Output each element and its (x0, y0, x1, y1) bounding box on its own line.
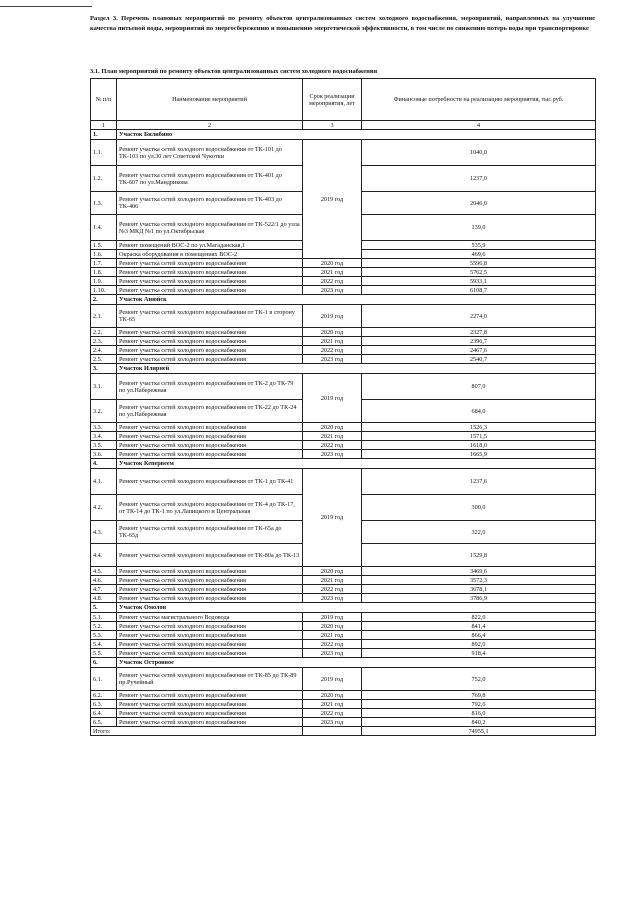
row-fin: 769,8 (362, 691, 596, 700)
row-fin: 1237,6 (362, 469, 596, 495)
row-fin: 3572,3 (362, 576, 596, 585)
section-title: Участок Илирней (117, 364, 596, 374)
row-name: Ремонт участка сетей холодного водоснабжения (117, 700, 303, 709)
row-name: Ремонт участка сетей холодного водоснабжения (117, 286, 303, 295)
row-period: 2023 год (303, 450, 362, 459)
row-name: Ремонт участка сетей холодного водоснабжения (117, 709, 303, 718)
row-name: Ремонт участка сетей холодного водоснабжения (117, 450, 303, 459)
row-name: Ремонт участка сетей холодного водоснабжения от ТК-22 до ТК-24 по ул.Набережная (117, 400, 303, 423)
row-number: 5.4. (91, 640, 117, 649)
row-name: Ремонт помещений ВОС-2 по ул.Магаданская,1 (117, 241, 303, 250)
row-name: Ремонт участка сетей холодного водоснабжения (117, 268, 303, 277)
row-fin: 300,0 (362, 495, 596, 521)
total-period (303, 727, 362, 736)
section-title: Участок Кепервеем (117, 459, 596, 469)
row-number: 4.8. (91, 594, 117, 603)
row-period: 2023 год (303, 649, 362, 658)
table-row (91, 374, 596, 400)
row-number: 3.4. (91, 432, 117, 441)
row-number: 4.1. (91, 469, 117, 495)
row-name: Ремонт участка сетей холодного водоснабжения от ТК-403 до ТК-406 (117, 192, 303, 215)
section-number: 2. (91, 295, 117, 305)
row-period: 2019 год (303, 613, 362, 622)
row-name: Ремонт участка сетей холодного водоснабжения (117, 622, 303, 631)
row-name: Ремонт участка сетей холодного водоснабжения (117, 277, 303, 286)
row-name: Ремонт участка сетей холодного водоснабжения (117, 432, 303, 441)
col-number: 3 (303, 121, 362, 130)
table-row (91, 718, 596, 727)
row-fin: 816,0 (362, 709, 596, 718)
row-name: Ремонт участка сетей холодного водоснабжения (117, 585, 303, 594)
row-name: Ремонт участка сетей холодного водоснабжения от ТК-401 до ТК-607 по ул.Мандрикова (117, 166, 303, 192)
row-fin: 684,0 (362, 400, 596, 423)
row-fin: 1618,0 (362, 441, 596, 450)
section-number: 1. (91, 130, 117, 140)
row-name: Ремонт участка сетей холодного водоснабжения от ТК-2 до ТК-79 по ул.Набережная (117, 374, 303, 400)
section-number: 6. (91, 658, 117, 668)
table-row (91, 709, 596, 718)
row-period: 2021 год (303, 337, 362, 346)
table-body (91, 130, 596, 736)
row-name: Ремонт участка сетей холодного водоснабжения (117, 355, 303, 364)
row-period: 2021 год (303, 700, 362, 709)
row-name: Окраска оборудования в помещениях ВОС-2 (117, 250, 303, 259)
row-fin: 892,0 (362, 640, 596, 649)
row-period: 2022 год (303, 346, 362, 355)
total-value: 74955,1 (362, 727, 596, 736)
row-number: 1.6. (91, 250, 117, 259)
header-name: Наименование мероприятий (117, 79, 303, 121)
table-row (91, 140, 596, 166)
row-number: 5.3. (91, 631, 117, 640)
table-row (91, 668, 596, 691)
row-fin: 807,0 (362, 374, 596, 400)
row-number: 3.5. (91, 441, 117, 450)
row-fin: 2274,0 (362, 305, 596, 328)
row-fin: 752,0 (362, 668, 596, 691)
section-heading: Раздел 3. Перечень плановых мероприятий по ремонту объектов централизованных систем холодного водоснабжения, мероприятий, направленных на улучшение качества питьевой воды, мероприятий по энергосбережению и повышению энергетической эффективности, в том числе по снижению потерь воды при транспортировке (90, 15, 595, 32)
row-name: Ремонт участка сетей холодного водоснабжения (117, 691, 303, 700)
table-row (91, 423, 596, 432)
table-row (91, 346, 596, 355)
row-fin: 2396,7 (362, 337, 596, 346)
row-period: 2019 год (303, 305, 362, 328)
row-fin: 822,0 (362, 613, 596, 622)
row-fin: 866,4 (362, 631, 596, 640)
row-name: Ремонт участка сетей холодного водоснабжения от ТК-85 до ТК-89 пр.Ручейный (117, 668, 303, 691)
row-period: 2020 год (303, 423, 362, 432)
row-number: 1.2. (91, 166, 117, 192)
section-title: Участок Островное (117, 658, 596, 668)
table-row (91, 567, 596, 576)
row-name: Ремонт участка магистрального Водовода (117, 613, 303, 622)
row-fin: 2046,0 (362, 192, 596, 215)
row-period-merged: 2019 год (303, 140, 362, 259)
col-number: 1 (91, 121, 117, 130)
row-number: 6.1. (91, 668, 117, 691)
row-number: 5.2. (91, 622, 117, 631)
header-no: № п/п (91, 79, 117, 121)
section-number: 4. (91, 459, 117, 469)
row-period-merged: 2019 год (303, 374, 362, 423)
row-number: 3.1. (91, 374, 117, 400)
row-period: 2020 год (303, 259, 362, 268)
section-title: Участок Билибино (117, 130, 596, 140)
row-name: Ремонт участка сетей холодного водоснабжения (117, 718, 303, 727)
row-name: Ремонт участка сетей холодного водоснабжения (117, 328, 303, 337)
table-row (91, 441, 596, 450)
row-fin: 840,2 (362, 718, 596, 727)
row-period: 2021 год (303, 268, 362, 277)
row-name: Ремонт участка сетей холодного водоснабжения (117, 337, 303, 346)
table-row (91, 594, 596, 603)
section-row (91, 295, 596, 305)
row-number: 1.5. (91, 241, 117, 250)
row-name: Ремонт участка сетей холодного водоснабжения от ТК-65а до ТК-65д (117, 521, 303, 544)
row-name: Ремонт участка сетей холодного водоснабжения от ТК-522/1 до узла №3 МКД №1 по ул.Октябрьская (117, 215, 303, 241)
row-name: Ремонт участка сетей холодного водоснабжения (117, 441, 303, 450)
row-period: 2022 год (303, 709, 362, 718)
row-number: 2.5. (91, 355, 117, 364)
col-number: 4 (362, 121, 596, 130)
section-row (91, 130, 596, 140)
table-row (91, 337, 596, 346)
row-number: 2.2. (91, 328, 117, 337)
row-number: 2.4. (91, 346, 117, 355)
row-name: Ремонт участка сетей холодного водоснабжения от ТК-80а до ТК-13 (117, 544, 303, 567)
row-name: Ремонт участка сетей холодного водоснабжения от ТК-4 до ТК-17, от ТК-14 до ТК-1 по ул.Лапицкого и Центральная (117, 495, 303, 521)
row-fin: 322,0 (362, 521, 596, 544)
section-number: 3. (91, 364, 117, 374)
row-number: 4.5. (91, 567, 117, 576)
top-rule (0, 6, 92, 7)
row-fin: 1665,9 (362, 450, 596, 459)
row-name: Ремонт участка сетей холодного водоснабжения (117, 640, 303, 649)
row-number: 4.7. (91, 585, 117, 594)
table-row (91, 649, 596, 658)
row-period-merged: 2019 год (303, 469, 362, 567)
row-number: 2.1. (91, 305, 117, 328)
row-fin: 1571,5 (362, 432, 596, 441)
table-row (91, 700, 596, 709)
row-fin: 1526,3 (362, 423, 596, 432)
subsection-heading: 3.1. План мероприятий по ремонту объектов централизованных систем холодного водоснабжения (90, 68, 378, 75)
section-title: Участок Анюйск (117, 295, 596, 305)
row-period: 2023 год (303, 355, 362, 364)
row-period: 2020 год (303, 622, 362, 631)
section-row (91, 459, 596, 469)
row-number: 1.1. (91, 140, 117, 166)
row-period: 2021 год (303, 631, 362, 640)
row-number: 3.6. (91, 450, 117, 459)
row-number: 1.7. (91, 259, 117, 268)
row-fin: 3786,9 (362, 594, 596, 603)
row-fin: 2327,8 (362, 328, 596, 337)
table-row (91, 469, 596, 495)
total-label: Итого: (91, 727, 303, 736)
table-row (91, 576, 596, 585)
row-number: 2.3. (91, 337, 117, 346)
row-number: 1.4. (91, 215, 117, 241)
row-number: 4.6. (91, 576, 117, 585)
row-period: 2020 год (303, 328, 362, 337)
row-number: 1.10. (91, 286, 117, 295)
row-fin: 3678,1 (362, 585, 596, 594)
row-name: Ремонт участка сетей холодного водоснабжения от ТК-1 до ТК-41 (117, 469, 303, 495)
header-period: Срок реализации мероприятия, лет (303, 79, 362, 121)
column-number-row (91, 121, 596, 130)
row-fin: 792,6 (362, 700, 596, 709)
row-name: Ремонт участка сетей холодного водоснабжения (117, 567, 303, 576)
row-period: 2022 год (303, 441, 362, 450)
row-fin: 918,4 (362, 649, 596, 658)
row-name: Ремонт участка сетей холодного водоснабжения (117, 576, 303, 585)
table-row (91, 691, 596, 700)
row-period: 2023 год (303, 286, 362, 295)
row-period: 2019 год (303, 668, 362, 691)
section-title: Участок Омолон (117, 603, 596, 613)
table-row (91, 432, 596, 441)
row-name: Ремонт участка сетей холодного водоснабжения (117, 594, 303, 603)
table-row (91, 640, 596, 649)
row-fin: 5933,1 (362, 277, 596, 286)
row-period: 2020 год (303, 567, 362, 576)
row-name: Ремонт участка сетей холодного водоснабжения (117, 346, 303, 355)
row-period: 2022 год (303, 585, 362, 594)
row-name: Ремонт участка сетей холодного водоснабжения (117, 649, 303, 658)
row-period: 2021 год (303, 432, 362, 441)
row-name: Ремонт участка сетей холодного водоснабжения (117, 423, 303, 432)
table-row (91, 259, 596, 268)
row-fin: 5596,8 (362, 259, 596, 268)
row-number: 5.5. (91, 649, 117, 658)
row-number: 6.5. (91, 718, 117, 727)
row-number: 1.9. (91, 277, 117, 286)
row-number: 6.3. (91, 700, 117, 709)
row-fin: 535,9 (362, 241, 596, 250)
table-row (91, 613, 596, 622)
row-fin: 3469,6 (362, 567, 596, 576)
total-row (91, 727, 596, 736)
row-fin: 841,4 (362, 622, 596, 631)
table-row (91, 631, 596, 640)
table-row (91, 305, 596, 328)
row-number: 1.8. (91, 268, 117, 277)
table-row (91, 277, 596, 286)
row-number: 3.2. (91, 400, 117, 423)
row-fin: 6108,7 (362, 286, 596, 295)
table-row (91, 585, 596, 594)
section-number: 5. (91, 603, 117, 613)
row-number: 4.2. (91, 495, 117, 521)
table-row (91, 268, 596, 277)
table-row (91, 622, 596, 631)
row-period: 2023 год (303, 718, 362, 727)
row-number: 4.4. (91, 544, 117, 567)
table-row (91, 450, 596, 459)
col-number: 2 (117, 121, 303, 130)
table-row (91, 355, 596, 364)
row-fin: 5762,5 (362, 268, 596, 277)
row-number: 3.3. (91, 423, 117, 432)
row-fin: 1529,8 (362, 544, 596, 567)
row-number: 6.2. (91, 691, 117, 700)
row-fin: 139,0 (362, 215, 596, 241)
row-period: 2023 год (303, 594, 362, 603)
row-name: Ремонт участка сетей холодного водоснабжения (117, 631, 303, 640)
row-period: 2020 год (303, 691, 362, 700)
header-fin: Финансовые потребности на реализацию мероприятия, тыс.руб. (362, 79, 596, 121)
row-fin: 1040,0 (362, 140, 596, 166)
row-name: Ремонт участка сетей холодного водоснабжения от ТК-101 до ТК-103 по ул.30 лет Советской Чукотки (117, 140, 303, 166)
row-period: 2022 год (303, 277, 362, 286)
row-number: 1.3. (91, 192, 117, 215)
row-name: Ремонт участка сетей холодного водоснабжения от ТК-1 в сторону ТК-65 (117, 305, 303, 328)
section-row (91, 603, 596, 613)
table-header-row (91, 79, 596, 121)
row-period: 2022 год (303, 640, 362, 649)
row-fin: 2540,7 (362, 355, 596, 364)
row-number: 5.1. (91, 613, 117, 622)
row-period: 2021 год (303, 576, 362, 585)
section-row (91, 364, 596, 374)
table-row (91, 328, 596, 337)
table-row (91, 286, 596, 295)
row-number: 4.3. (91, 521, 117, 544)
section-row (91, 658, 596, 668)
row-number: 6.4. (91, 709, 117, 718)
row-fin: 469,6 (362, 250, 596, 259)
row-fin: 1237,0 (362, 166, 596, 192)
activities-table (90, 78, 596, 736)
row-fin: 2467,6 (362, 346, 596, 355)
row-name: Ремонт участка сетей холодного водоснабжения (117, 259, 303, 268)
